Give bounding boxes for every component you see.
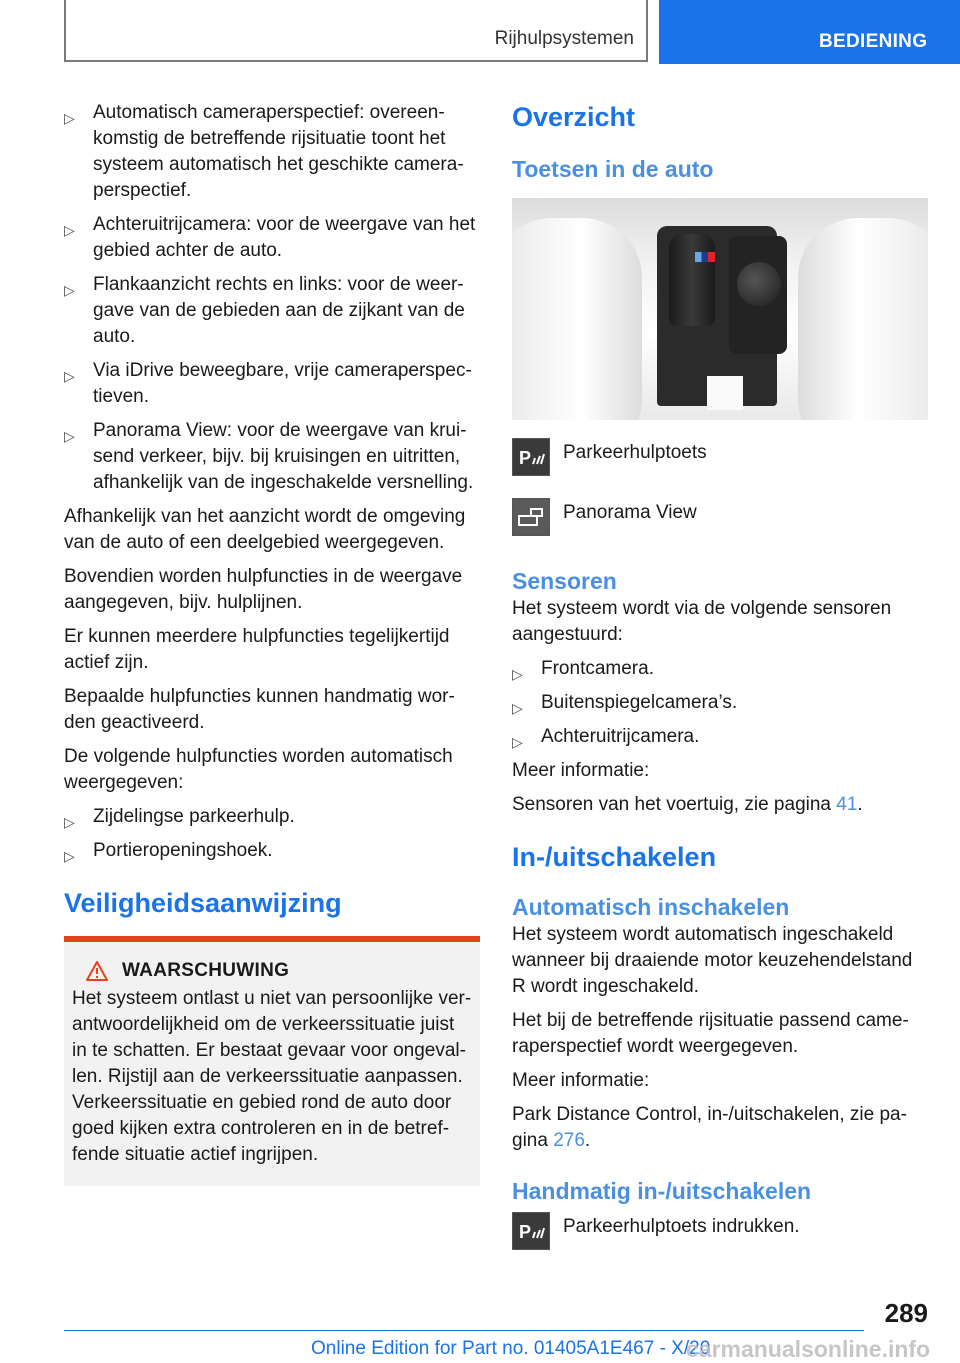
paragraph: Het systeem wordt via de volgende sensoren aangestuurd: [512, 598, 892, 645]
list-item: ▷ Via iDrive beweegbare, vrije cameraperspectieven. [64, 360, 472, 407]
footer-edition: Online Edition for Part no. 01405A1E467 - X/20 [311, 1338, 711, 1359]
parking-assist-icon [512, 1212, 550, 1250]
onoff-heading: In-/uitschakelen [512, 842, 717, 872]
paragraph: Bepaalde hulpfuncties kunnen handmatig worden geactiveerd. [64, 686, 455, 733]
idrive-knob [737, 262, 781, 306]
list-item: ▷ Achteruitrijcamera. [512, 724, 928, 750]
triangle-bullet-icon: ▷ [512, 700, 523, 716]
paragraph: Afhankelijk van het aanzicht wordt de omgeving van de auto of een deelgebied weergegeven. [64, 506, 466, 553]
list-item: ▷ Achteruitrijcamera: voor de weergave van het gebied achter de auto. [64, 214, 476, 261]
header-chapter-label: BEDIENING [819, 31, 928, 52]
button-label: Parkeerhulptoets [563, 442, 707, 463]
header-section-title: Rijhulpsystemen [494, 28, 634, 49]
button-item [512, 1212, 928, 1250]
header-section-box [64, 0, 648, 62]
cross-reference: Sensoren van het voertuig, zie pagina 41. [512, 794, 863, 815]
triangle-bullet-icon: ▷ [64, 368, 75, 384]
list-item: ▷ Buitenspiegelcamera’s. [512, 690, 928, 716]
page-link[interactable]: 276 [553, 1130, 585, 1151]
list-item: ▷ Flankaanzicht rechts en links: voor de weergave van de gebieden aan de zijkant van de auto. [64, 274, 465, 347]
paragraph: Het bij de betreffende rijsituatie passend cameraperspectief wordt weergegeven. [512, 1010, 909, 1057]
console-slot [707, 376, 743, 410]
list-item: ▷ Zijdelingse parkeerhulp. [64, 804, 480, 830]
cross-reference: Park Distance Control, in-/uitschakelen, zie pagina 276. [512, 1104, 907, 1151]
parking-assist-icon [512, 438, 550, 476]
button-label: Panorama View [563, 502, 697, 523]
svg-text:P: P [519, 1222, 532, 1242]
overview-heading: Overzicht [512, 102, 636, 132]
panorama-view-icon [512, 498, 550, 536]
paragraph: Bovendien worden hulpfuncties in de weergave aangegeven, bijv. hulplijnen. [64, 566, 463, 613]
page-number: 289 [884, 1298, 928, 1328]
m-logo [695, 252, 715, 262]
left-column [64, 100, 480, 1186]
triangle-bullet-icon: ▷ [64, 814, 75, 830]
auto-functions-list [64, 804, 480, 864]
page-link[interactable]: 41 [836, 794, 858, 815]
paragraph: Meer informatie: [512, 760, 650, 781]
warning-text: Het systeem ontlast u niet van persoonlijke verantwoordelijkheid om de verkeerssituatie juist in te schatten. Er bestaat gevaar voor ongevallen. Rijstijl aan de verkeerssituatie aanpassen. Verkeerssituatie en gebied rond de auto door goed kijken extra controleren en in de betreffende situatie actief ingrijpen. [72, 988, 472, 1165]
right-column [512, 100, 928, 1250]
list-item: ▷ Frontcamera. [512, 656, 928, 682]
list-item: ▷ Portieropeningshoek. [64, 838, 480, 864]
triangle-bullet-icon: ▷ [64, 428, 75, 444]
list-item: ▷ Automatisch cameraperspectief: overeenkomstig de betreffende rijsituatie toont het systeem automatisch het geschikte cameraperspectief. [64, 102, 464, 201]
seat-left [512, 218, 642, 420]
button-item [512, 498, 928, 536]
paragraph: Het systeem wordt automatisch ingeschakeld wanneer bij draaiende motor keuzehendelstand R wordt ingeschakeld. [512, 924, 913, 997]
triangle-bullet-icon: ▷ [64, 282, 75, 298]
paragraph: Er kunnen meerdere hulpfuncties tegelijkertijd actief zijn. [64, 626, 450, 673]
svg-text:P: P [519, 448, 532, 468]
warning-title: WAARSCHUWING [122, 960, 290, 981]
triangle-bullet-icon: ▷ [64, 110, 75, 126]
buttons-heading: Toetsen in de auto [512, 156, 714, 182]
button-item [512, 438, 928, 476]
safety-heading: Veiligheidsaanwijzing [64, 888, 342, 918]
paragraph: De volgende hulpfuncties worden automatisch weergegeven: [64, 746, 453, 793]
triangle-bullet-icon: ▷ [512, 666, 523, 682]
paragraph: Meer informatie: [512, 1070, 650, 1091]
footer-divider [64, 1330, 864, 1331]
warning-triangle-icon [86, 961, 108, 981]
center-console-photo [512, 198, 928, 420]
warning-header [86, 960, 472, 982]
gear-selector [669, 234, 715, 326]
watermark: carmanualsonline.info [686, 1336, 931, 1362]
camera-views-list [64, 100, 480, 496]
sensors-heading: Sensoren [512, 568, 617, 594]
seat-right [798, 218, 928, 420]
manual-onoff-heading: Handmatig in-/uitschakelen [512, 1178, 812, 1204]
console [657, 226, 777, 406]
warning-box [64, 942, 480, 1186]
page-header [0, 0, 960, 66]
triangle-bullet-icon: ▷ [512, 734, 523, 750]
auto-on-heading: Automatisch inschakelen [512, 894, 790, 920]
button-label: Parkeerhulptoets indrukken. [563, 1216, 800, 1237]
sensors-list [512, 656, 928, 750]
list-item: ▷ Panorama View: voor de weergave van kruisend verkeer, bijv. bij kruisingen en uitritten, afhankelijk van de ingeschakelde versnelling. [64, 420, 474, 493]
triangle-bullet-icon: ▷ [64, 848, 75, 864]
header-chapter-tab [659, 0, 960, 64]
triangle-bullet-icon: ▷ [64, 222, 75, 238]
